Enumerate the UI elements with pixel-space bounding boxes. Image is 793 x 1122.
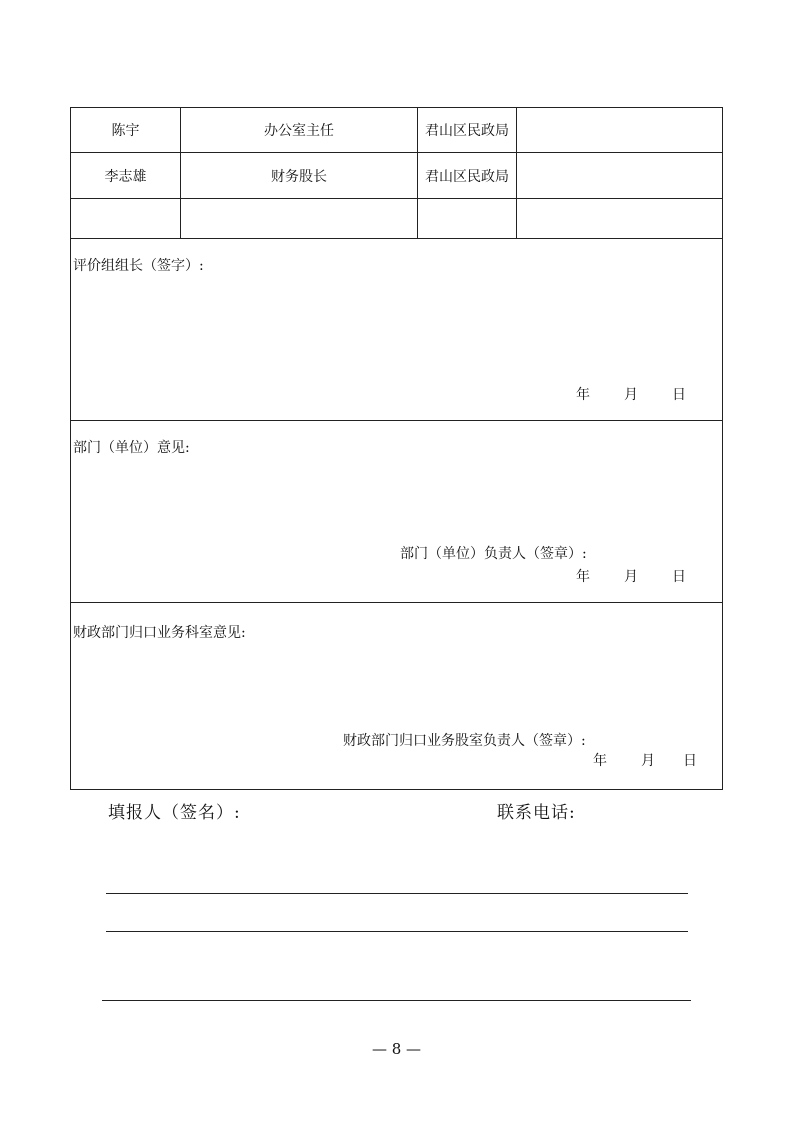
divider-line <box>102 1000 691 1001</box>
divider-line <box>106 893 688 894</box>
member-title: 财务股长 <box>271 168 327 185</box>
phone-label: 联系电话: <box>497 803 576 823</box>
dept-day: 日 <box>672 569 686 585</box>
table-line <box>70 238 723 239</box>
table-line <box>722 107 723 790</box>
dept-opinion-label: 部门（单位）意见: <box>73 440 190 456</box>
member-org[interactable] <box>418 199 516 238</box>
member-extra <box>517 153 722 198</box>
member-org: 君山区民政局 <box>425 123 509 139</box>
page-number: — 8 — <box>371 1040 422 1058</box>
table-line <box>70 789 723 790</box>
member-org: 君山区民政局 <box>425 168 509 185</box>
leader-day: 日 <box>672 387 686 403</box>
member-title: 办公室主任 <box>264 123 334 139</box>
member-name: 李志雄 <box>104 168 147 185</box>
member-name[interactable] <box>71 199 180 238</box>
dept-month: 月 <box>624 569 638 585</box>
leader-signature-label: 评价组组长（签字）: <box>73 258 204 274</box>
table-line <box>70 420 723 421</box>
leader-year: 年 <box>576 387 590 403</box>
member-extra <box>517 108 722 152</box>
finance-day: 日 <box>683 753 697 769</box>
reporter-label: 填报人（签名）: <box>108 803 241 823</box>
dept-signer-label: 部门（单位）负责人（签章）: <box>400 546 587 562</box>
finance-year: 年 <box>593 753 607 769</box>
member-title[interactable] <box>181 199 417 238</box>
finance-opinion-label: 财政部门归口业务科室意见: <box>73 625 246 641</box>
dept-year: 年 <box>576 569 590 585</box>
table-line <box>70 602 723 603</box>
divider-line <box>106 931 688 932</box>
finance-signer-label: 财政部门归口业务股室负责人（签章）: <box>343 733 586 749</box>
member-name: 陈宇 <box>111 123 140 139</box>
finance-month: 月 <box>641 753 655 769</box>
member-extra[interactable] <box>517 199 722 238</box>
leader-month: 月 <box>624 387 638 403</box>
